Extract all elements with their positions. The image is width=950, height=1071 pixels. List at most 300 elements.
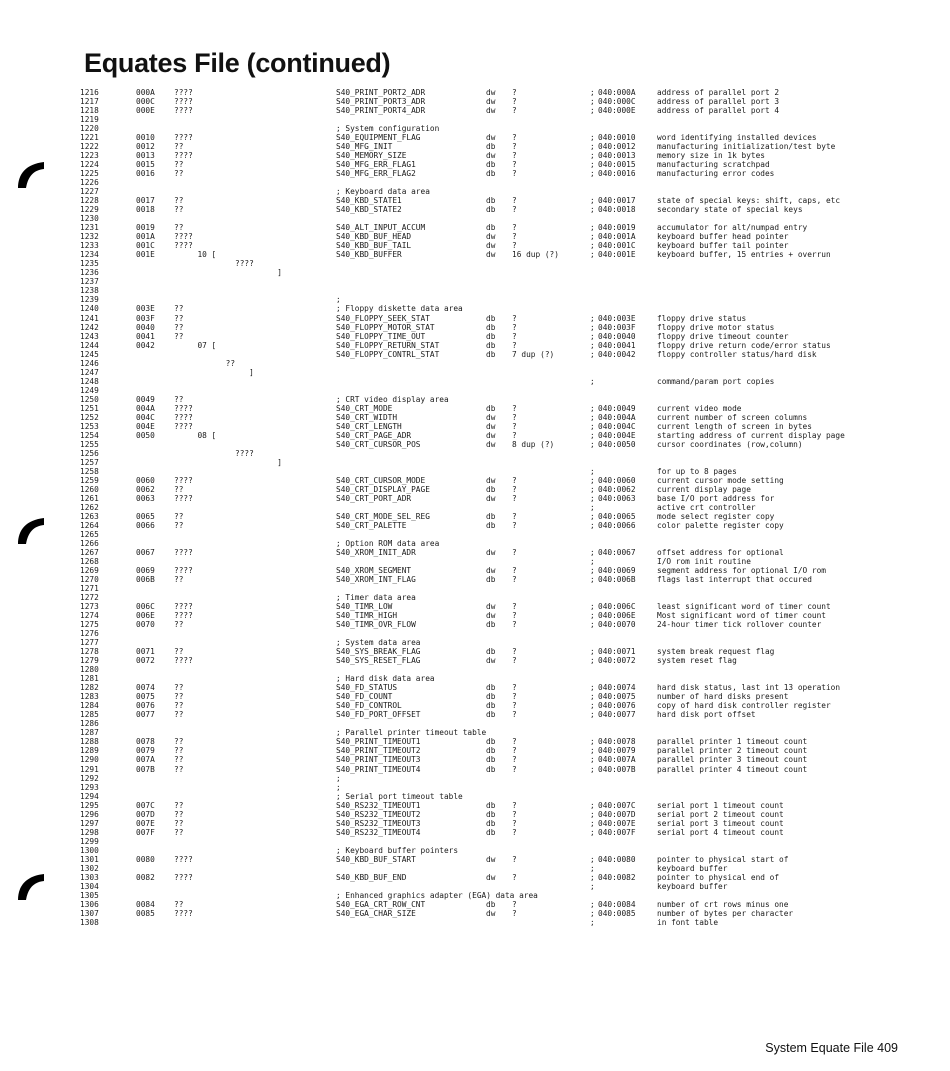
equates-listing xyxy=(0,88,950,958)
operand: ? xyxy=(512,475,517,485)
label: S40_FD_PORT_OFFSET xyxy=(336,710,421,720)
code-line xyxy=(0,133,950,142)
line-number: 1306 xyxy=(80,899,99,909)
offset: 0079 xyxy=(136,746,155,756)
address: 040:0067 xyxy=(598,548,636,558)
code-line xyxy=(0,476,950,485)
comment-marker: ; xyxy=(590,160,595,170)
line-number: 1223 xyxy=(80,151,99,161)
directive: db xyxy=(486,575,496,585)
directive: db xyxy=(486,403,496,413)
offset: 0042 xyxy=(136,340,155,350)
line-number: 1263 xyxy=(80,511,99,521)
value: ?? xyxy=(174,575,184,585)
offset: 006C xyxy=(136,602,155,612)
line-number: 1276 xyxy=(80,629,99,639)
operand: ? xyxy=(512,241,517,251)
offset: 0070 xyxy=(136,620,155,630)
value: ???? xyxy=(174,403,193,413)
line-number: 1300 xyxy=(80,845,99,855)
address: 040:000C xyxy=(598,97,636,107)
code-line xyxy=(0,909,950,918)
comment: system break request flag xyxy=(657,647,775,657)
label: S40_PRINT_PORT3_ADR xyxy=(336,97,426,107)
offset: 001C xyxy=(136,241,155,251)
line-number: 1244 xyxy=(80,340,99,350)
value: ???? xyxy=(174,88,193,97)
line-number: 1301 xyxy=(80,854,99,864)
directive: dw xyxy=(486,493,496,503)
code-line xyxy=(0,566,950,575)
operand: ? xyxy=(512,755,517,765)
code-line xyxy=(0,611,950,620)
comment-marker: ; xyxy=(590,322,595,332)
label: S40_FD_STATUS xyxy=(336,683,398,693)
comment: for up to 8 pages xyxy=(657,466,737,476)
address: 040:0017 xyxy=(598,196,636,206)
comment: number of bytes per character xyxy=(657,908,794,918)
line-number: 1307 xyxy=(80,908,99,918)
address: 040:0079 xyxy=(598,746,636,756)
label: S40_ALT_INPUT_ACCUM xyxy=(336,223,426,233)
line-number: 1308 xyxy=(80,917,99,927)
code-line xyxy=(0,449,950,458)
comment: floppy controller status/hard disk xyxy=(657,349,817,359)
line-number: 1240 xyxy=(80,304,99,314)
value: ?? xyxy=(174,520,184,530)
offset: 000A xyxy=(136,88,155,97)
code-line xyxy=(0,882,950,891)
comment-marker: ; xyxy=(590,683,595,693)
directive: db xyxy=(486,701,496,711)
comment-marker: ; xyxy=(590,88,595,97)
code-line xyxy=(0,719,950,728)
comment: word identifying installed devices xyxy=(657,133,817,143)
line-number: 1247 xyxy=(80,367,99,377)
value: ???? xyxy=(174,475,193,485)
line-number: 1294 xyxy=(80,791,99,801)
code-line xyxy=(0,268,950,277)
code-line xyxy=(0,539,950,548)
label: S40_FD_COUNT xyxy=(336,692,393,702)
comment-marker: ; xyxy=(590,223,595,233)
line-number: 1267 xyxy=(80,548,99,558)
offset: 0067 xyxy=(136,548,155,558)
value: ?? xyxy=(174,160,184,170)
offset: 0019 xyxy=(136,223,155,233)
operand: ? xyxy=(512,602,517,612)
code-line xyxy=(0,169,950,178)
comment-marker: ; xyxy=(590,502,595,512)
comment: number of hard disks present xyxy=(657,692,789,702)
code-line xyxy=(0,792,950,801)
comment-marker: ; xyxy=(590,106,595,116)
line-number: 1296 xyxy=(80,809,99,819)
comment: pointer to physical end of xyxy=(657,872,780,882)
address: 040:006B xyxy=(598,575,636,585)
line-number: 1236 xyxy=(80,268,99,278)
offset: 0050 xyxy=(136,430,155,440)
comment-marker: ; xyxy=(590,430,595,440)
line-number: 1235 xyxy=(80,259,99,269)
operand: 7 dup (?) xyxy=(512,349,555,359)
code-line xyxy=(0,746,950,755)
code-line xyxy=(0,575,950,584)
value: ?? xyxy=(174,683,184,693)
code-line xyxy=(0,341,950,350)
directive: db xyxy=(486,764,496,774)
label: ; Keyboard buffer pointers xyxy=(336,845,459,855)
comment: I/O rom init routine xyxy=(657,557,751,567)
address: 040:0049 xyxy=(598,403,636,413)
code-line xyxy=(0,142,950,151)
code-line xyxy=(0,395,950,404)
comment-marker: ; xyxy=(590,493,595,503)
label: S40_CRT_WIDTH xyxy=(336,412,398,422)
offset: 007E xyxy=(136,818,155,828)
line-number: 1302 xyxy=(80,863,99,873)
directive: dw xyxy=(486,250,496,260)
offset: 0013 xyxy=(136,151,155,161)
line-number: 1248 xyxy=(80,376,99,386)
offset: 004E xyxy=(136,421,155,431)
address: 040:001E xyxy=(598,250,636,260)
label: S40_RS232_TIMEOUT2 xyxy=(336,809,421,819)
value: ???? xyxy=(174,232,193,242)
line-number: 1298 xyxy=(80,827,99,837)
offset: 006B xyxy=(136,575,155,585)
directive: db xyxy=(486,818,496,828)
label: S40_RS232_TIMEOUT1 xyxy=(336,800,421,810)
label: ; Floppy diskette data area xyxy=(336,304,463,314)
comment-marker: ; xyxy=(590,827,595,837)
operand: 8 dup (?) xyxy=(512,439,555,449)
label: S40_EQUIPMENT_FLAG xyxy=(336,133,421,143)
label: S40_SYS_RESET_FLAG xyxy=(336,656,421,666)
comment-marker: ; xyxy=(590,466,595,476)
code-line xyxy=(0,205,950,214)
operand: ? xyxy=(512,97,517,107)
offset: 0074 xyxy=(136,683,155,693)
line-number: 1291 xyxy=(80,764,99,774)
directive: dw xyxy=(486,566,496,576)
comment: manufacturing error codes xyxy=(657,169,775,179)
operand: ? xyxy=(512,142,517,152)
comment: address of parallel port 4 xyxy=(657,106,780,116)
code-line xyxy=(0,404,950,413)
line-number: 1250 xyxy=(80,394,99,404)
line-number: 1222 xyxy=(80,142,99,152)
code-line xyxy=(0,774,950,783)
comment: floppy drive status xyxy=(657,313,747,323)
comment-marker: ; xyxy=(590,97,595,107)
line-number: 1218 xyxy=(80,106,99,116)
code-line xyxy=(0,97,950,106)
comment-marker: ; xyxy=(590,611,595,621)
address: 040:0085 xyxy=(598,908,636,918)
code-line xyxy=(0,115,950,124)
code-line xyxy=(0,846,950,855)
comment: segment address for optional I/O rom xyxy=(657,566,826,576)
operand: ? xyxy=(512,133,517,143)
offset: 0017 xyxy=(136,196,155,206)
code-line xyxy=(0,332,950,341)
directive: dw xyxy=(486,611,496,621)
offset: 0015 xyxy=(136,160,155,170)
comment-marker: ; xyxy=(590,737,595,747)
operand: ? xyxy=(512,908,517,918)
comment: hard disk status, last int 13 operation xyxy=(657,683,841,693)
directive: db xyxy=(486,520,496,530)
directive: dw xyxy=(486,88,496,97)
value: ???? xyxy=(174,106,193,116)
line-number: 1279 xyxy=(80,656,99,666)
comment-marker: ; xyxy=(590,412,595,422)
line-number: 1292 xyxy=(80,773,99,783)
code-line xyxy=(0,918,950,927)
comment-marker: ; xyxy=(590,656,595,666)
comment-marker: ; xyxy=(590,250,595,260)
label: ; Parallel printer timeout table xyxy=(336,728,487,738)
line-number: 1219 xyxy=(80,115,99,125)
directive: db xyxy=(486,223,496,233)
label: S40_PRINT_PORT2_ADR xyxy=(336,88,426,97)
line-number: 1299 xyxy=(80,836,99,846)
label: S40_MFG_INIT xyxy=(336,142,393,152)
code-line xyxy=(0,467,950,476)
code-line xyxy=(0,837,950,846)
value: ?? xyxy=(174,818,184,828)
offset: 0016 xyxy=(136,169,155,179)
label: S40_CRT_CURSOR_MODE xyxy=(336,475,426,485)
line-number: 1246 xyxy=(80,358,99,368)
label: S40_FLOPPY_MOTOR_STAT xyxy=(336,322,435,332)
operand: ? xyxy=(512,611,517,621)
value: ?? xyxy=(174,620,184,630)
line-number: 1252 xyxy=(80,412,99,422)
comment: parallel printer 2 timeout count xyxy=(657,746,808,756)
address: 040:0082 xyxy=(598,872,636,882)
address: 040:0013 xyxy=(598,151,636,161)
code-line xyxy=(0,521,950,530)
line-number: 1278 xyxy=(80,647,99,657)
comment: parallel printer 1 timeout count xyxy=(657,737,808,747)
value: ???? xyxy=(174,854,193,864)
label: S40_SYS_BREAK_FLAG xyxy=(336,647,421,657)
comment: keyboard buffer xyxy=(657,881,728,891)
value: ???? xyxy=(174,448,254,458)
offset: 0010 xyxy=(136,133,155,143)
label: S40_PRINT_TIMEOUT4 xyxy=(336,764,421,774)
code-line xyxy=(0,692,950,701)
line-number: 1290 xyxy=(80,755,99,765)
value: ?? xyxy=(174,764,184,774)
directive: db xyxy=(486,809,496,819)
line-number: 1282 xyxy=(80,683,99,693)
address: 040:0063 xyxy=(598,493,636,503)
comment: 24-hour timer tick rollover counter xyxy=(657,620,822,630)
comment: command/param port copies xyxy=(657,376,775,386)
code-line xyxy=(0,196,950,205)
line-number: 1268 xyxy=(80,557,99,567)
operand: ? xyxy=(512,701,517,711)
comment-marker: ; xyxy=(590,881,595,891)
code-line xyxy=(0,900,950,909)
code-line xyxy=(0,259,950,268)
address: 040:0010 xyxy=(598,133,636,143)
comment-marker: ; xyxy=(590,746,595,756)
comment-marker: ; xyxy=(590,710,595,720)
address: 040:0019 xyxy=(598,223,636,233)
comment: starting address of current display page xyxy=(657,430,845,440)
directive: db xyxy=(486,511,496,521)
comment: serial port 4 timeout count xyxy=(657,827,784,837)
value: ???? xyxy=(174,412,193,422)
address: 040:004A xyxy=(598,412,636,422)
code-line xyxy=(0,593,950,602)
operand: ? xyxy=(512,520,517,530)
code-line xyxy=(0,377,950,386)
label: S40_KBD_STATE1 xyxy=(336,196,402,206)
comment-marker: ; xyxy=(590,566,595,576)
comment-marker: ; xyxy=(590,602,595,612)
directive: dw xyxy=(486,872,496,882)
comment-marker: ; xyxy=(590,484,595,494)
value: ?? xyxy=(174,358,236,368)
directive: db xyxy=(486,620,496,630)
label: ; Enhanced graphics adapter (EGA) data area xyxy=(336,890,538,900)
line-number: 1277 xyxy=(80,638,99,648)
operand: 16 dup (?) xyxy=(512,250,559,260)
line-number: 1284 xyxy=(80,701,99,711)
operand: ? xyxy=(512,818,517,828)
offset: 0077 xyxy=(136,710,155,720)
value: ?? xyxy=(174,647,184,657)
directive: dw xyxy=(486,106,496,116)
operand: ? xyxy=(512,683,517,693)
directive: dw xyxy=(486,439,496,449)
address: 040:0084 xyxy=(598,899,636,909)
label: S40_XROM_INT_FLAG xyxy=(336,575,416,585)
comment-marker: ; xyxy=(590,818,595,828)
value: ?? xyxy=(174,511,184,521)
operand: ? xyxy=(512,232,517,242)
code-line xyxy=(0,485,950,494)
comment-marker: ; xyxy=(590,349,595,359)
comment: current display page xyxy=(657,484,751,494)
code-line xyxy=(0,683,950,692)
line-number: 1260 xyxy=(80,484,99,494)
value: ?? xyxy=(174,800,184,810)
label: ; xyxy=(336,773,341,783)
comment-marker: ; xyxy=(590,557,595,567)
value: ?? xyxy=(174,169,184,179)
label: S40_CRT_DISPLAY_PAGE xyxy=(336,484,430,494)
directive: dw xyxy=(486,241,496,251)
offset: 004A xyxy=(136,403,155,413)
code-line xyxy=(0,548,950,557)
directive: db xyxy=(486,737,496,747)
code-line xyxy=(0,873,950,882)
value: ???? xyxy=(174,548,193,558)
offset: 0071 xyxy=(136,647,155,657)
comment-marker: ; xyxy=(590,854,595,864)
line-number: 1221 xyxy=(80,133,99,143)
label: S40_PRINT_TIMEOUT1 xyxy=(336,737,421,747)
label: S40_RS232_TIMEOUT4 xyxy=(336,827,421,837)
comment: floppy drive motor status xyxy=(657,322,775,332)
comment: keyboard buffer, 15 entries + overrun xyxy=(657,250,831,260)
comment-marker: ; xyxy=(590,241,595,251)
directive: db xyxy=(486,331,496,341)
operand: ? xyxy=(512,737,517,747)
directive: dw xyxy=(486,151,496,161)
directive: dw xyxy=(486,908,496,918)
comment: secondary state of special keys xyxy=(657,205,803,215)
line-number: 1227 xyxy=(80,187,99,197)
operand: ? xyxy=(512,854,517,864)
operand: ? xyxy=(512,169,517,179)
offset: 007A xyxy=(136,755,155,765)
code-line xyxy=(0,314,950,323)
offset: 0066 xyxy=(136,520,155,530)
address: 040:007F xyxy=(598,827,636,837)
offset: 0049 xyxy=(136,394,155,404)
comment: flags last interrupt that occured xyxy=(657,575,812,585)
line-number: 1255 xyxy=(80,439,99,449)
value: ?? xyxy=(174,827,184,837)
comment: parallel printer 4 timeout count xyxy=(657,764,808,774)
code-line xyxy=(0,214,950,223)
value: ?? xyxy=(174,809,184,819)
comment: mode select register copy xyxy=(657,511,775,521)
comment-marker: ; xyxy=(590,692,595,702)
code-line xyxy=(0,656,950,665)
offset: 0065 xyxy=(136,511,155,521)
code-line xyxy=(0,701,950,710)
comment: serial port 3 timeout count xyxy=(657,818,784,828)
operand: ? xyxy=(512,313,517,323)
value: ?? xyxy=(174,701,184,711)
address: 040:007B xyxy=(598,764,636,774)
directive: dw xyxy=(486,602,496,612)
operand: ? xyxy=(512,827,517,837)
address: 040:0050 xyxy=(598,439,636,449)
code-line xyxy=(0,801,950,810)
comment: manufacturing initialization/test byte xyxy=(657,142,836,152)
code-line xyxy=(0,783,950,792)
comment: address of parallel port 3 xyxy=(657,97,780,107)
line-number: 1305 xyxy=(80,890,99,900)
line-number: 1253 xyxy=(80,421,99,431)
label: S40_CRT_PORT_ADR xyxy=(336,493,412,503)
operand: ? xyxy=(512,899,517,909)
operand: ? xyxy=(512,656,517,666)
offset: 0078 xyxy=(136,737,155,747)
directive: dw xyxy=(486,232,496,242)
comment: floppy drive return code/error status xyxy=(657,340,831,350)
operand: ? xyxy=(512,692,517,702)
comment: current cursor mode setting xyxy=(657,475,784,485)
value: 08 [ xyxy=(174,430,217,440)
line-number: 1303 xyxy=(80,872,99,882)
code-line xyxy=(0,494,950,503)
address: 040:0069 xyxy=(598,566,636,576)
operand: ? xyxy=(512,412,517,422)
label: S40_TIMR_LOW xyxy=(336,602,393,612)
line-number: 1289 xyxy=(80,746,99,756)
code-line xyxy=(0,413,950,422)
